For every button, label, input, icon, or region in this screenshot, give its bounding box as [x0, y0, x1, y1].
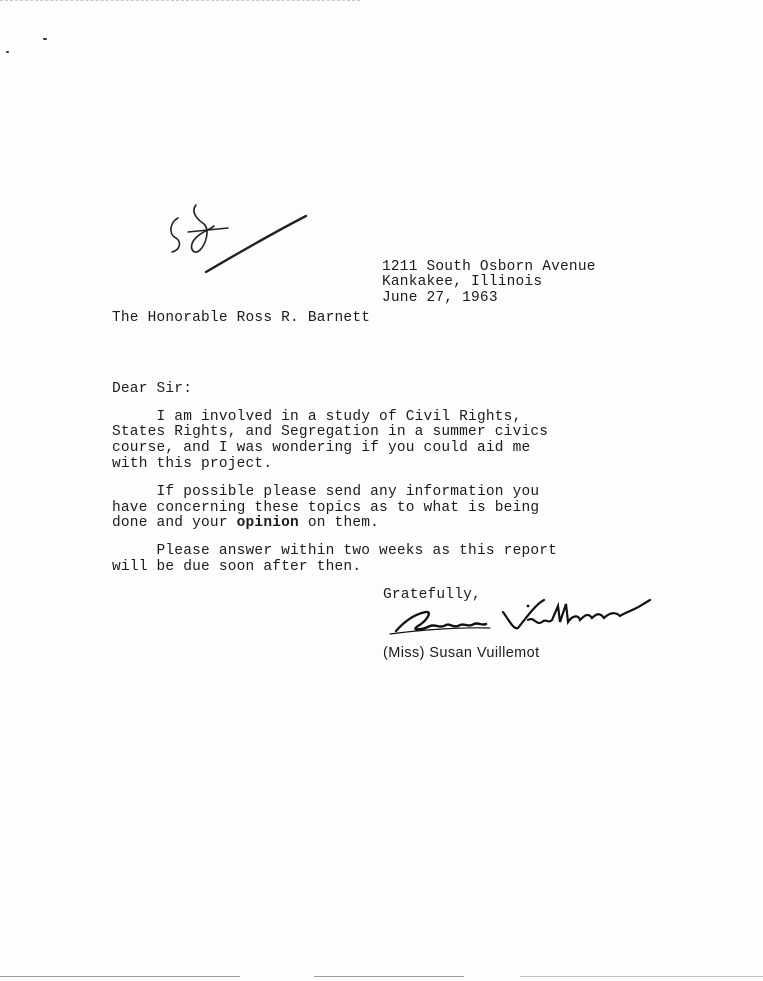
letter-date: June 27, 1963: [382, 290, 498, 306]
bottom-edge-mark: [520, 976, 763, 979]
bottom-edge-mark: [0, 976, 240, 979]
paragraph-3-line: Please answer within two weeks as this report: [112, 543, 558, 559]
paragraph-2-text: done and your: [112, 515, 237, 531]
opinion-bold-word: opinion: [236, 515, 299, 531]
paragraph-2-line: If possible please send any information you: [112, 484, 540, 500]
paragraph-3-line: will be due soon after then.: [112, 559, 362, 575]
recipient-name: The Honorable Ross R. Barnett: [112, 310, 371, 326]
paragraph-1-line: with this project.: [112, 456, 273, 472]
paragraph-1-line: States Rights, and Segregation in a summer civics: [112, 424, 549, 440]
paragraph-2-line: have concerning these topics as to what is being: [112, 500, 540, 516]
return-address-city: Kankakee, Illinois: [382, 274, 543, 290]
paragraph-2-text: on them.: [298, 515, 380, 531]
return-address-street: 1211 South Osborn Avenue: [382, 259, 596, 275]
closing: Gratefully,: [383, 587, 481, 603]
paragraph-1-line: course, and I was wondering if you could aid me: [112, 440, 531, 456]
paragraph-1-line: I am involved in a study of Civil Rights,: [112, 409, 522, 425]
typed-signature-name: (Miss) Susan Vuillemot: [383, 645, 540, 661]
bottom-edge-mark: [314, 976, 464, 979]
salutation: Dear Sir:: [112, 381, 193, 397]
